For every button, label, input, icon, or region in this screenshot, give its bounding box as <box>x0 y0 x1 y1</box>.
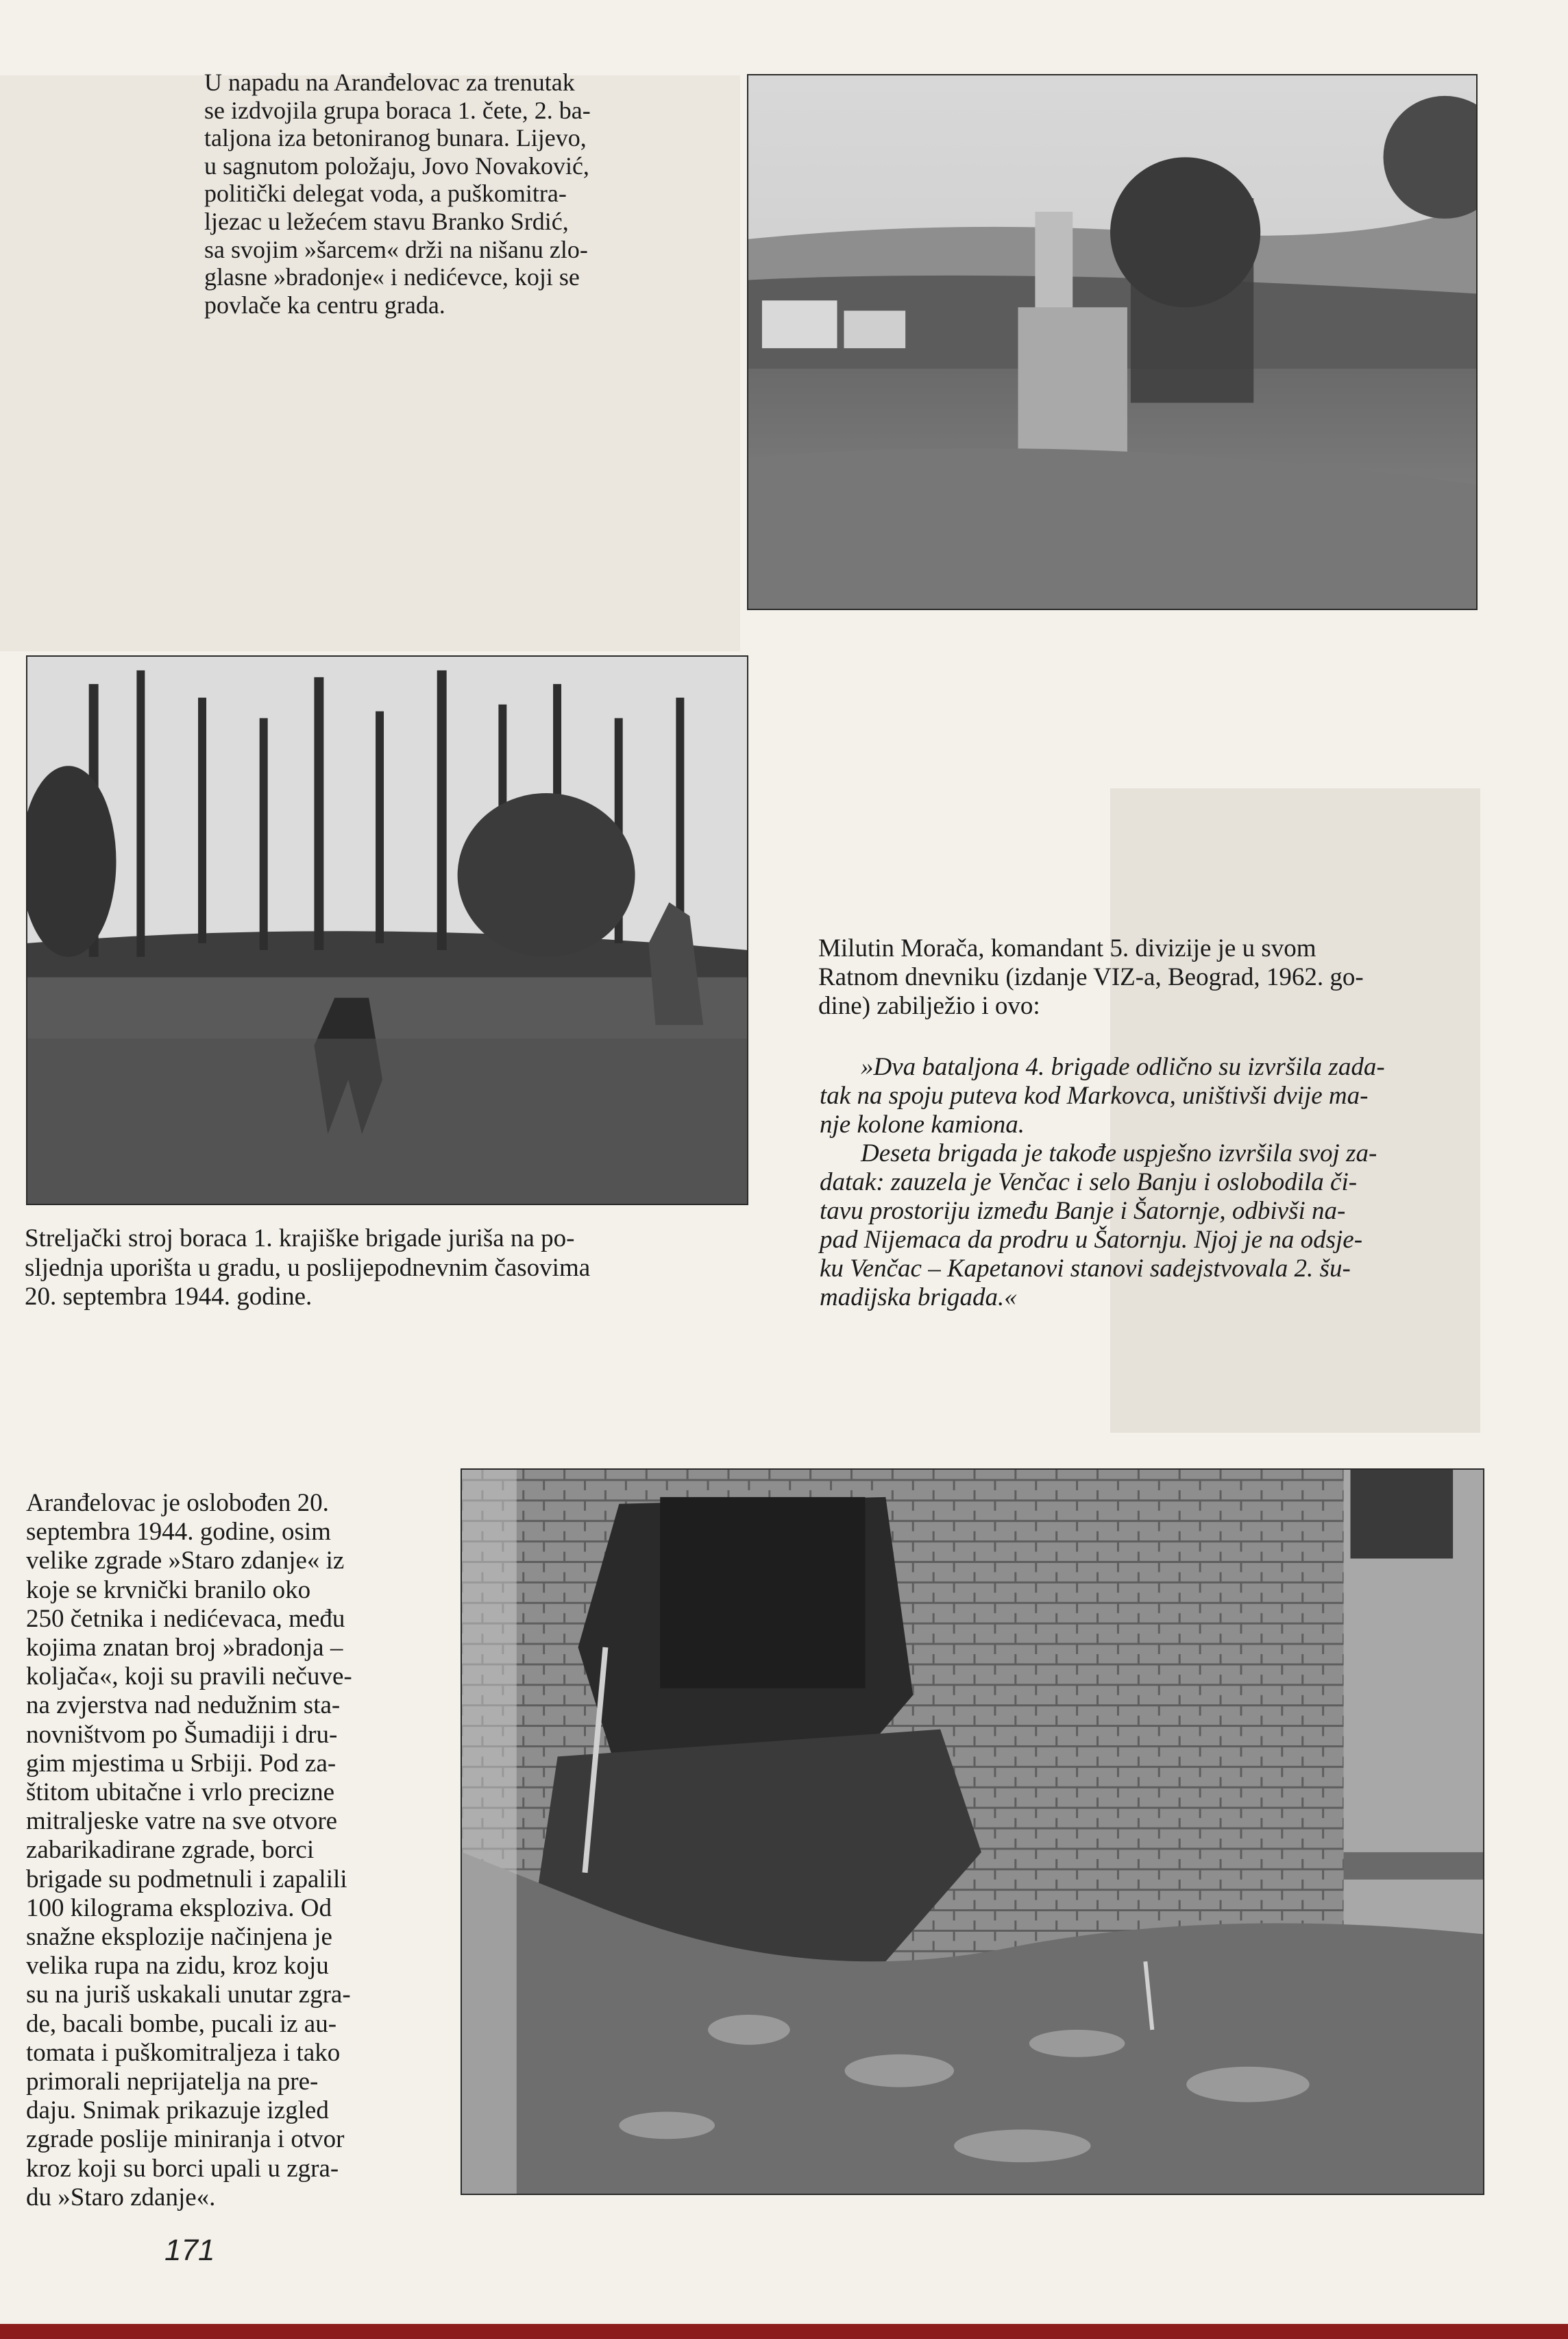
page-bottom-edge <box>0 2324 1568 2339</box>
page-number: 171 <box>164 2233 215 2267</box>
diary-quote-2: Deseta brigada je takođe uspješno izvršila svoj za- datak: zauzela je Venčac i selo Banju i oslobodila či- tavu prostoriju između Banje i Šatornje, odbivši na- pad Nijemaca da prodru u Šatornju. Njoj je na odsje- ku Venčac – Kapetanovi stanovi sadejstvovala 2. šu- madijska brigada.« <box>820 1139 1377 1311</box>
diary-quote-1: »Dva bataljona 4. brigade odlično su izvršila zada- tak na spoju puteva kod Markovca, uništivši dvije ma- nje kolone kamiona. <box>820 1053 1385 1139</box>
photo-breached-wall <box>461 1468 1484 2195</box>
skirmish-line-image <box>27 657 747 1204</box>
photo-skirmish-line <box>26 655 748 1205</box>
diary-intro: Milutin Morača, komandant 5. divizije je u svom Ratnom dnevniku (izdanje VIZ-a, Beograd, 1962. go- dine) zabilježio i ovo: <box>818 934 1364 1020</box>
photo-monument-village <box>747 74 1478 610</box>
monument-village-image <box>748 75 1476 609</box>
caption-liberation: Aranđelovac je oslobođen 20. septembra 1944. godine, osim velike zgrade »Staro zdanje« iz koje se krvnički branilo oko 250 četnika i nedićevaca, među kojima znatan broj »bradonja – koljača«, koji su pravili nečuve- na zvjerstva nad nedužnim sta- novništvom po Šumadiji i dru- gim mjestima u Srbiji. Pod za- štitom ubitačne i vrlo precizne mitraljeske vatre na sve otvore zabarikadirane zgrade, borci brigade su podmetnuli i zapalili 100 kilograma eksploziva. Od snažne eksplozije načinjena je velika rupa na zidu, kroz koju su na juriš uskakali unutar zgra- de, bacali bombe, pucali iz au- tomata i puškomitraljeza i tako primorali neprijatelja na pre- daju. Snimak prikazuje izgled zgrade poslije miniranja i otvor kroz koji su borci upali u zgra- du »Staro zdanje«. <box>26 1489 352 2211</box>
breached-wall-image <box>462 1470 1483 2194</box>
caption-skirmish: Streljački stroj boraca 1. krajiške brigade juriša na po- sljednja uporišta u gradu, u poslijepodnevnim časovima 20. septembra 1944. godine. <box>25 1224 591 1311</box>
caption-monument: U napadu na Aranđelovac za trenutak se izdvojila grupa boraca 1. čete, 2. ba- taljona iza betoniranog bunara. Lijevo, u sagnutom položaju, Jovo Novaković, politički delegat voda, a puškomitra- ljezac u ležećem stavu Branko Srdić, sa svojim »šarcem« drži na nišanu zlo- glasne »bradonje« i nedićevce, koji se povlače ka centru grada. <box>204 69 591 319</box>
